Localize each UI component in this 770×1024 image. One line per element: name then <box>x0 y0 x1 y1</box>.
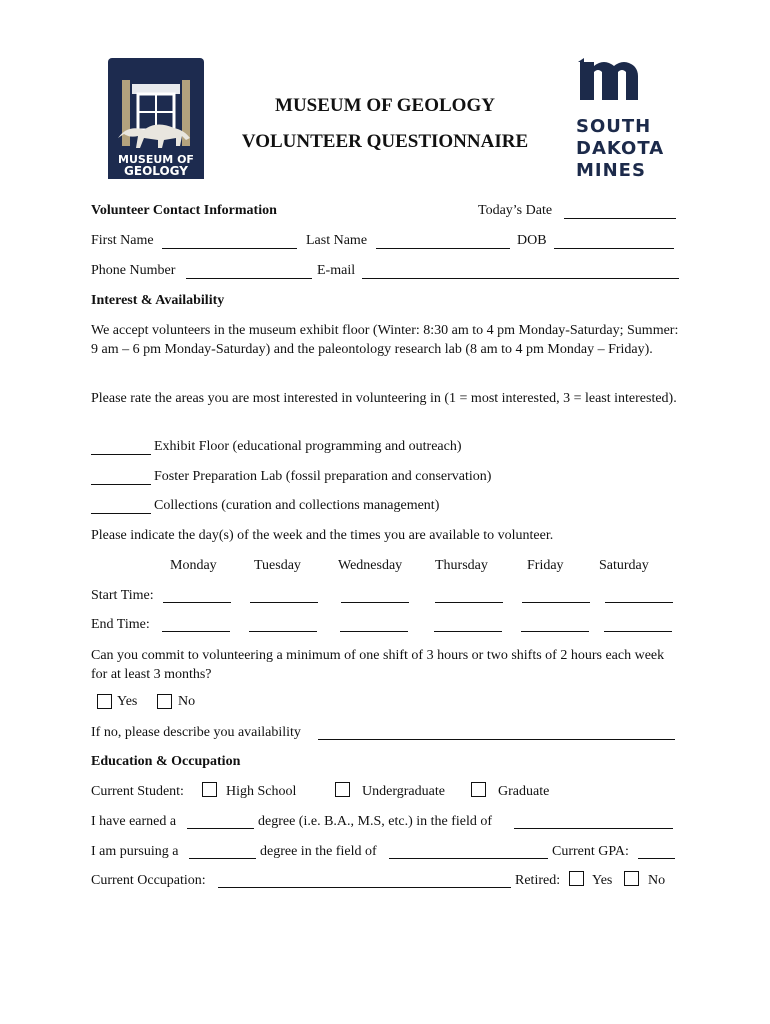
retired-no-label: No <box>648 873 666 888</box>
museum-logo-text-2: GEOLOGY <box>124 164 188 178</box>
commit-yes-checkbox[interactable] <box>97 694 112 709</box>
current-student-label: Current Student: <box>91 784 184 799</box>
end-time-saturday[interactable] <box>604 631 672 632</box>
undergraduate-label: Undergraduate <box>362 784 445 799</box>
sd-mines-line-1: SOUTH <box>576 116 652 137</box>
graduate-checkbox[interactable] <box>471 782 486 797</box>
last-name-label: Last Name <box>306 233 368 248</box>
first-name-label: First Name <box>91 233 154 248</box>
area-prep-lab: Foster Preparation Lab (fossil preparation and conservation) <box>154 469 492 484</box>
area-exhibit-floor: Exhibit Floor (educational programming and outreach) <box>154 439 462 454</box>
sd-mines-line-3: MINES <box>576 160 646 181</box>
pursuing-field-of-study[interactable] <box>389 858 548 859</box>
start-time-tuesday[interactable] <box>250 602 318 603</box>
start-time-thursday[interactable] <box>435 602 503 603</box>
museum-of-geology-logo <box>108 58 204 179</box>
occupation-field[interactable] <box>218 887 511 888</box>
email-field[interactable] <box>362 278 679 279</box>
day-tuesday: Tuesday <box>254 558 301 573</box>
retired-label: Retired: <box>515 873 561 888</box>
education-heading: Education & Occupation <box>91 754 241 769</box>
email-label: E-mail <box>317 263 356 278</box>
pursuing-label-2: degree in the field of <box>260 844 377 859</box>
gpa-label: Current GPA: <box>552 844 629 859</box>
collections-rating-field[interactable] <box>91 513 151 514</box>
dob-label: DOB <box>517 233 547 248</box>
prep-lab-rating-field[interactable] <box>91 484 151 485</box>
pursuing-label-1: I am pursuing a <box>91 844 179 859</box>
day-thursday: Thursday <box>435 558 488 573</box>
day-monday: Monday <box>170 558 217 573</box>
last-name-field[interactable] <box>376 248 510 249</box>
south-dakota-mines-logo <box>574 58 666 182</box>
start-time-friday[interactable] <box>522 602 590 603</box>
earned-field-of-study[interactable] <box>514 828 673 829</box>
title-museum: MUSEUM OF GEOLOGY <box>275 95 495 116</box>
title-questionnaire: VOLUNTEER QUESTIONNAIRE <box>241 131 529 152</box>
end-time-label: End Time: <box>91 617 150 632</box>
exhibit-floor-rating-field[interactable] <box>91 454 151 455</box>
days-prompt: Please indicate the day(s) of the week and the times you are available to volunteer. <box>91 528 554 543</box>
start-time-label: Start Time: <box>91 588 154 603</box>
phone-field[interactable] <box>186 278 312 279</box>
gpa-field[interactable] <box>638 858 675 859</box>
phone-label: Phone Number <box>91 263 176 278</box>
commit-prompt: Can you commit to volunteering a minimum of one shift of 3 hours or two shifts of 2 hours each week for at least 3 months? <box>91 648 665 682</box>
day-wednesday: Wednesday <box>338 558 403 573</box>
rate-prompt: Please rate the areas you are most interested in volunteering in (1 = most interested, 3 = least interested). <box>91 391 677 406</box>
describe-availability-label: If no, please describe you availability <box>91 725 301 740</box>
earned-label-1: I have earned a <box>91 814 177 829</box>
graduate-label: Graduate <box>498 784 550 799</box>
area-collections: Collections (curation and collections management) <box>154 498 440 513</box>
museum-logo-text-1: MUSEUM OF <box>118 153 194 166</box>
end-time-tuesday[interactable] <box>249 631 317 632</box>
start-time-monday[interactable] <box>163 602 231 603</box>
earned-label-2: degree (i.e. B.A., M.S, etc.) in the field of <box>258 814 493 829</box>
day-saturday: Saturday <box>599 558 649 573</box>
first-name-field[interactable] <box>162 248 297 249</box>
undergraduate-checkbox[interactable] <box>335 782 350 797</box>
pursuing-degree-field[interactable] <box>189 858 256 859</box>
retired-no-checkbox[interactable] <box>624 871 639 886</box>
occupation-label: Current Occupation: <box>91 873 206 888</box>
commit-no-checkbox[interactable] <box>157 694 172 709</box>
high-school-label: High School <box>226 784 297 799</box>
todays-date-label: Today’s Date <box>478 203 553 218</box>
describe-availability-field[interactable] <box>318 739 675 740</box>
end-time-friday[interactable] <box>521 631 589 632</box>
interest-intro: We accept volunteers in the museum exhibit floor (Winter: 8:30 am to 4 pm Monday-Saturday; Summer: 9 am – 6 pm Monday-Saturday) and the paleontology research lab (8 am to 4 pm Monday – Friday). <box>91 323 679 357</box>
dob-field[interactable] <box>554 248 674 249</box>
high-school-checkbox[interactable] <box>202 782 217 797</box>
retired-yes-checkbox[interactable] <box>569 871 584 886</box>
interest-heading: Interest & Availability <box>91 293 225 308</box>
end-time-wednesday[interactable] <box>340 631 408 632</box>
todays-date-field[interactable] <box>564 218 676 219</box>
start-time-wednesday[interactable] <box>341 602 409 603</box>
sd-mines-line-2: DAKOTA <box>576 138 665 159</box>
retired-yes-label: Yes <box>592 873 613 888</box>
start-time-saturday[interactable] <box>605 602 673 603</box>
end-time-thursday[interactable] <box>434 631 502 632</box>
commit-yes-label: Yes <box>117 694 138 709</box>
day-friday: Friday <box>527 558 564 573</box>
end-time-monday[interactable] <box>162 631 230 632</box>
commit-no-label: No <box>178 694 196 709</box>
contact-heading: Volunteer Contact Information <box>91 203 277 218</box>
earned-degree-field[interactable] <box>187 828 254 829</box>
